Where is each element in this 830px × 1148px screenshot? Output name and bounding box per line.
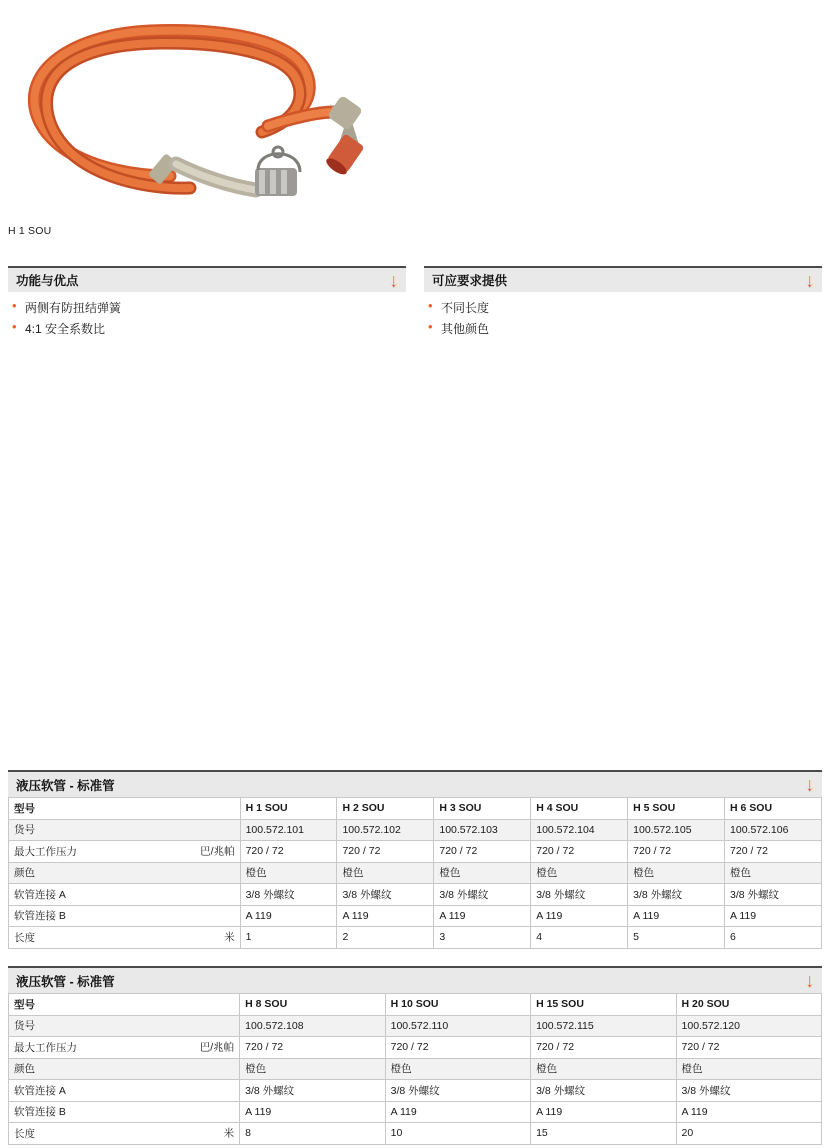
panel-options [424, 266, 822, 341]
row-label-text: 型号 [14, 998, 35, 1011]
table-row [9, 994, 822, 1016]
table-cell: 720 / 72 [725, 841, 822, 863]
table-row [9, 841, 822, 863]
table-row [9, 1037, 822, 1059]
table-cell: A 119 [628, 905, 725, 927]
table-cell: 5 [628, 927, 725, 949]
table-cell: 橙色 [337, 862, 434, 884]
row-label-text: 型号 [14, 802, 35, 815]
table-cell: H 2 SOU [337, 798, 434, 820]
table-cell: 720 / 72 [434, 841, 531, 863]
spec-table-2 [8, 966, 822, 1145]
arrow-down-icon: ↓ [389, 269, 398, 291]
table-cell: 3/8 外螺纹 [676, 1080, 821, 1102]
spec-table-2-title: 液压软管 - 标准管 [16, 974, 115, 989]
table-cell: 100.572.102 [337, 819, 434, 841]
table-cell: 720 / 72 [337, 841, 434, 863]
table-row [9, 927, 822, 949]
row-unit: 巴/兆帕 [199, 1041, 235, 1054]
table-cell: A 119 [676, 1101, 821, 1123]
table-cell: H 3 SOU [434, 798, 531, 820]
table-cell: A 119 [385, 1101, 530, 1123]
spec-table-1 [8, 770, 822, 949]
row-label-text: 颜色 [14, 1063, 35, 1076]
hose-illustration [0, 0, 830, 222]
table-row [9, 819, 822, 841]
arrow-down-icon: ↓ [805, 773, 814, 796]
table-cell: 3/8 外螺纹 [531, 884, 628, 906]
table-cell: 10 [385, 1123, 530, 1145]
row-label-text: 长度 [14, 931, 35, 944]
table-cell: H 6 SOU [725, 798, 822, 820]
spec-table-2-grid [8, 993, 822, 1145]
panel-features-header [8, 266, 406, 292]
table-cell: H 5 SOU [628, 798, 725, 820]
table-cell: 3/8 外螺纹 [628, 884, 725, 906]
table-cell: 橙色 [725, 862, 822, 884]
arrow-down-icon: ↓ [805, 969, 814, 992]
table-row [9, 1080, 822, 1102]
spec-table-1-title: 液压软管 - 标准管 [16, 778, 115, 793]
table-cell: 100.572.105 [628, 819, 725, 841]
row-label [9, 905, 241, 927]
table-cell: 2 [337, 927, 434, 949]
table-row [9, 1101, 822, 1123]
table-cell: 1 [240, 927, 337, 949]
arrow-down-icon: ↓ [805, 269, 814, 291]
table-row [9, 1015, 822, 1037]
table-cell: 4 [531, 927, 628, 949]
spec-table-1-grid [8, 797, 822, 949]
table-cell: 20 [676, 1123, 821, 1145]
table-cell: 3/8 外螺纹 [434, 884, 531, 906]
table-cell: 3/8 外螺纹 [531, 1080, 676, 1102]
table-cell: 8 [240, 1123, 385, 1145]
table-row [9, 862, 822, 884]
table-cell: A 119 [337, 905, 434, 927]
row-label-text: 最大工作压力 [14, 845, 77, 858]
row-label [9, 1101, 240, 1123]
spec-table-1-body [9, 798, 822, 949]
table-row [9, 1123, 822, 1145]
table-cell: 720 / 72 [240, 841, 337, 863]
table-cell: 15 [531, 1123, 676, 1145]
row-label [9, 1058, 240, 1080]
table-cell: 橙色 [531, 1058, 676, 1080]
row-label-text: 货号 [14, 824, 35, 837]
table-cell: 3/8 外螺纹 [725, 884, 822, 906]
table-cell: A 119 [240, 905, 337, 927]
row-label [9, 1123, 240, 1145]
table-cell: H 10 SOU [385, 994, 530, 1016]
table-cell: A 119 [531, 905, 628, 927]
table-cell: A 119 [531, 1101, 676, 1123]
table-cell: 橙色 [531, 862, 628, 884]
table-cell: A 119 [725, 905, 822, 927]
table-cell: H 4 SOU [531, 798, 628, 820]
row-label [9, 841, 241, 863]
row-unit: 米 [223, 1127, 235, 1140]
table-cell: 3/8 外螺纹 [337, 884, 434, 906]
row-label-text: 软管连接 A [14, 888, 66, 901]
panel-features-title: 功能与优点 [16, 274, 79, 288]
row-label [9, 1080, 240, 1102]
list-item: • 不同长度 [424, 299, 822, 316]
table-row [9, 905, 822, 927]
table-cell: 720 / 72 [531, 1037, 676, 1059]
table-row [9, 884, 822, 906]
table-cell: 720 / 72 [385, 1037, 530, 1059]
table-cell: 橙色 [676, 1058, 821, 1080]
row-label [9, 927, 241, 949]
list-item: • 两侧有防扭结弹簧 [8, 299, 406, 316]
row-label [9, 884, 241, 906]
table-cell: 橙色 [628, 862, 725, 884]
table-cell: 100.572.106 [725, 819, 822, 841]
panel-options-title: 可应要求提供 [432, 274, 508, 288]
product-image [0, 0, 830, 222]
table-cell: 橙色 [434, 862, 531, 884]
table-cell: 橙色 [240, 862, 337, 884]
table-cell: 100.572.120 [676, 1015, 821, 1037]
table-cell: 720 / 72 [240, 1037, 385, 1059]
table-cell: H 1 SOU [240, 798, 337, 820]
row-label [9, 862, 241, 884]
table-cell: 3/8 外螺纹 [385, 1080, 530, 1102]
row-unit: 米 [224, 931, 235, 944]
row-label-text: 最大工作压力 [14, 1041, 77, 1054]
table-cell: 720 / 72 [676, 1037, 821, 1059]
list-item: • 4:1 安全系数比 [8, 320, 406, 337]
table-cell: A 119 [434, 905, 531, 927]
table-cell: 橙色 [240, 1058, 385, 1080]
row-label-text: 货号 [14, 1020, 35, 1033]
table-cell: 720 / 72 [531, 841, 628, 863]
image-caption: H 1 SOU [8, 225, 52, 237]
table-row [9, 798, 822, 820]
table-cell: H 20 SOU [676, 994, 821, 1016]
row-label-text: 软管连接 A [14, 1084, 66, 1097]
table-cell: A 119 [240, 1101, 385, 1123]
table-cell: 100.572.108 [240, 1015, 385, 1037]
panel-features-list [8, 299, 406, 337]
row-unit: 巴/兆帕 [200, 845, 235, 858]
table-cell: 橙色 [385, 1058, 530, 1080]
table-cell: 6 [725, 927, 822, 949]
table-cell: 3/8 外螺纹 [240, 884, 337, 906]
spec-table-2-body [9, 994, 822, 1145]
table-cell: H 8 SOU [240, 994, 385, 1016]
table-row [9, 1058, 822, 1080]
row-label-text: 软管连接 B [14, 1106, 66, 1119]
list-item: • 其他颜色 [424, 320, 822, 337]
panel-options-list [424, 299, 822, 337]
row-label [9, 994, 240, 1016]
table-cell: 100.572.103 [434, 819, 531, 841]
table-cell: 720 / 72 [628, 841, 725, 863]
row-label [9, 819, 241, 841]
table-cell: H 15 SOU [531, 994, 676, 1016]
row-label-text: 颜色 [14, 867, 35, 880]
spec-table-1-header [8, 770, 822, 797]
table-cell: 100.572.104 [531, 819, 628, 841]
table-cell: 100.572.110 [385, 1015, 530, 1037]
table-cell: 100.572.115 [531, 1015, 676, 1037]
table-cell: 100.572.101 [240, 819, 337, 841]
panel-options-header [424, 266, 822, 292]
spec-table-2-header [8, 966, 822, 993]
row-label [9, 1037, 240, 1059]
feature-panels [8, 266, 822, 341]
row-label-text: 长度 [14, 1127, 35, 1140]
table-cell: 3 [434, 927, 531, 949]
panel-features [8, 266, 406, 341]
row-label [9, 798, 241, 820]
row-label-text: 软管连接 B [14, 910, 66, 923]
row-label [9, 1015, 240, 1037]
table-cell: 3/8 外螺纹 [240, 1080, 385, 1102]
